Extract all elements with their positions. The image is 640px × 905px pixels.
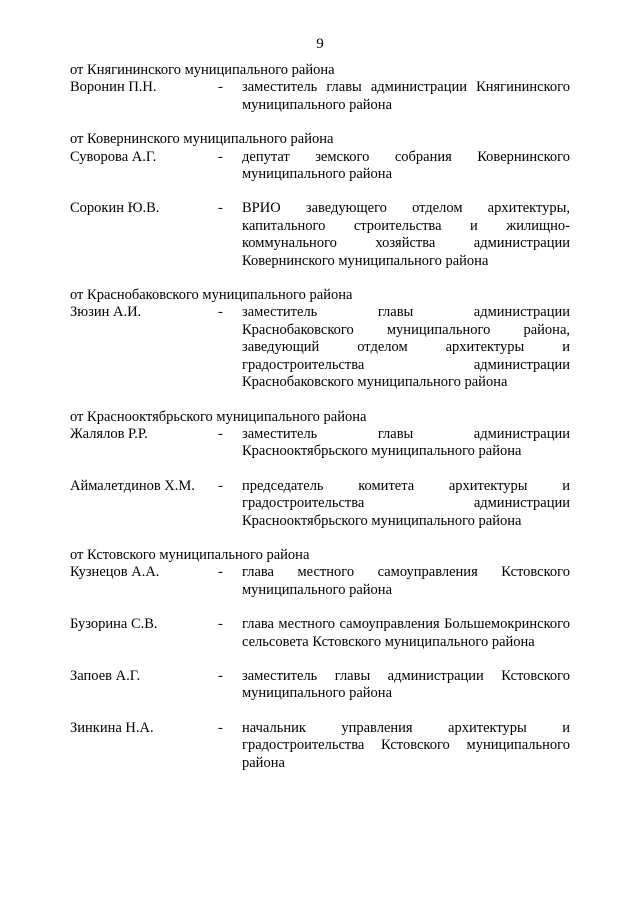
list-item — [70, 79, 570, 114]
section-kstovsky — [70, 547, 570, 772]
section-heading: от Кстовского муниципального района — [70, 546, 310, 563]
section-heading: от Краснооктябрьского муниципального района — [70, 408, 367, 425]
dash-separator: - — [218, 616, 223, 633]
section-koverninsky — [70, 131, 570, 270]
section-heading: от Краснобаковского муниципального района — [70, 287, 353, 304]
person-name: Кузнецов А.А. — [70, 564, 160, 581]
list-item — [70, 149, 570, 184]
section-heading: от Княгининского муниципального района — [70, 62, 335, 78]
person-name: Запоев А.Г. — [70, 667, 141, 684]
document-body — [70, 62, 570, 789]
dash-separator: - — [218, 564, 223, 581]
list-item — [70, 426, 570, 461]
person-name: Сорокин Ю.В. — [70, 200, 160, 217]
list-item — [70, 616, 570, 651]
page-number: 9 — [316, 36, 324, 52]
section-heading: от Ковернинского муниципального района — [70, 131, 334, 148]
person-position: ВРИО заведующего отделом архитектуры, капитального строительства и жилищно-коммунального хозяйства администрации Ковернинского муниципального района — [242, 200, 570, 269]
dash-separator: - — [218, 425, 223, 442]
person-position: председатель комитета архитектуры и градостроительства администрации Краснооктябрьского муниципального района — [242, 477, 570, 529]
person-position: заместитель главы администрации Краснооктябрьского муниципального района — [242, 425, 570, 460]
section-krasnobakovsky — [70, 287, 570, 391]
list-item — [70, 200, 570, 270]
person-name: Аймалетдинов Х.М. — [70, 477, 195, 494]
dash-separator: - — [218, 148, 223, 165]
person-position: начальник управления архитектуры и градостроительства Кстовского муниципального района — [242, 719, 570, 771]
person-position: заместитель главы администрации Кстовского муниципального района — [242, 667, 570, 702]
person-position: заместитель главы администрации Краснобаковского муниципального района, заведующий отделом архитектуры и градостроительства администрации Краснобаковского муниципального района — [242, 304, 570, 391]
person-position: заместитель главы администрации Княгининского муниципального района — [242, 79, 570, 113]
list-item — [70, 668, 570, 703]
person-position: депутат земского собрания Ковернинского муниципального района — [242, 148, 570, 183]
list-item — [70, 478, 570, 530]
list-item — [70, 564, 570, 599]
section-knyaginino — [70, 62, 570, 114]
person-name: Зинкина Н.А. — [70, 719, 154, 736]
person-name: Суворова А.Г. — [70, 148, 157, 165]
person-name: Воронин П.Н. — [70, 79, 157, 96]
person-name: Зюзин А.И. — [70, 304, 142, 321]
dash-separator: - — [218, 719, 223, 736]
dash-separator: - — [218, 304, 223, 321]
person-position: глава местного самоуправления Большемокринского сельсовета Кстовского муниципального района — [242, 616, 570, 650]
section-krasnooktyabrsky — [70, 409, 570, 530]
list-item — [70, 304, 570, 391]
person-position: глава местного самоуправления Кстовского муниципального района — [242, 564, 570, 598]
dash-separator: - — [218, 477, 223, 494]
list-item — [70, 720, 570, 772]
dash-separator: - — [218, 79, 223, 96]
person-name: Бузорина С.В. — [70, 616, 158, 633]
dash-separator: - — [218, 200, 223, 217]
person-name: Жалялов Р.Р. — [70, 425, 148, 442]
dash-separator: - — [218, 667, 223, 684]
